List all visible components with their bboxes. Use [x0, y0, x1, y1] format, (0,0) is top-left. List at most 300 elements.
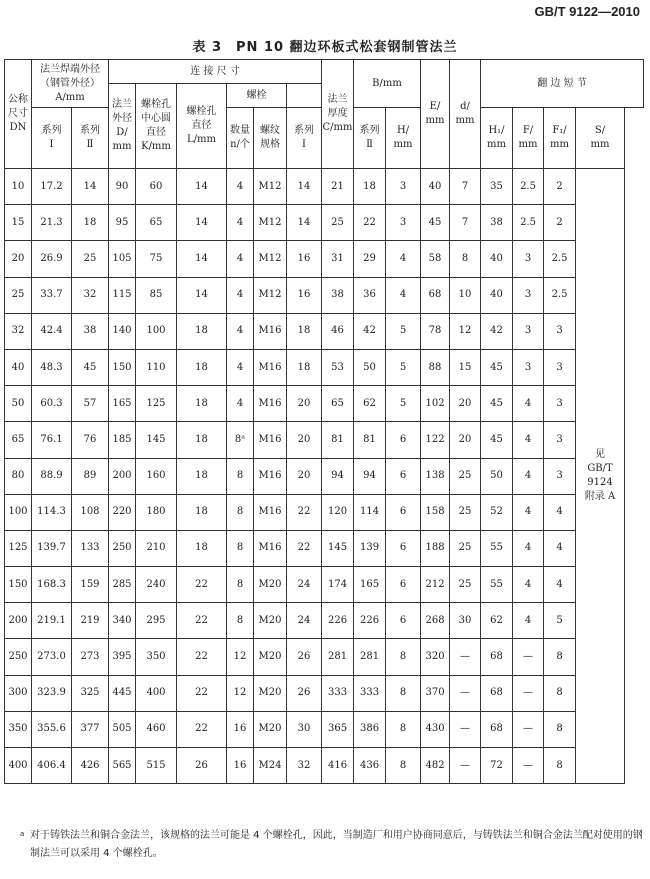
- cell-a1: 168.3: [32, 567, 72, 603]
- header-b-series-2: 系列 Ⅱ: [354, 108, 386, 169]
- cell-b2: 281: [354, 639, 386, 675]
- cell-a1: 60.3: [32, 386, 72, 422]
- table-row: [5, 205, 644, 241]
- header-series-1: 系列 Ⅰ: [32, 108, 72, 169]
- cell-h1: 50: [481, 458, 513, 494]
- cell-e: 6: [386, 567, 421, 603]
- table-row: [5, 349, 644, 385]
- cell-h: —: [450, 639, 481, 675]
- header-connection-dimensions: 连 接 尺 寸: [109, 60, 322, 84]
- cell-thread: M20: [254, 711, 287, 747]
- cell-c: 18: [287, 349, 322, 385]
- cell-e: 6: [386, 422, 421, 458]
- cell-n: 16: [227, 711, 254, 747]
- cell-d: 88: [421, 349, 450, 385]
- cell-d: 58: [421, 241, 450, 277]
- cell-b2: 94: [354, 458, 386, 494]
- cell-d: 370: [421, 675, 450, 711]
- cell-b2: 50: [354, 349, 386, 385]
- header-bolt-quantity: 数量 n/个: [227, 108, 254, 169]
- cell-l: 26: [177, 748, 227, 784]
- cell-k: 240: [136, 567, 177, 603]
- cell-b1: 46: [322, 313, 354, 349]
- cell-thread: M24: [254, 748, 287, 784]
- cell-d: 445: [109, 675, 136, 711]
- cell-b2: 333: [354, 675, 386, 711]
- cell-f: 4: [513, 603, 544, 639]
- cell-l: 18: [177, 386, 227, 422]
- cell-thread: M16: [254, 494, 287, 530]
- cell-e: 6: [386, 603, 421, 639]
- cell-b1: 333: [322, 675, 354, 711]
- cell-f: 4: [513, 458, 544, 494]
- cell-l: 14: [177, 205, 227, 241]
- header-bolt-thread: 螺纹 规格: [254, 108, 287, 169]
- cell-b1: 174: [322, 567, 354, 603]
- cell-a1: 273.0: [32, 639, 72, 675]
- cell-k: 75: [136, 241, 177, 277]
- cell-h: 7: [450, 169, 481, 205]
- cell-n: 8: [227, 567, 254, 603]
- cell-h: 20: [450, 386, 481, 422]
- cell-d: 200: [109, 458, 136, 494]
- cell-b2: 436: [354, 748, 386, 784]
- cell-h: —: [450, 675, 481, 711]
- cell-a2: 325: [72, 675, 109, 711]
- cell-thread: M20: [254, 639, 287, 675]
- cell-h1: 55: [481, 567, 513, 603]
- cell-d: 102: [421, 386, 450, 422]
- cell-h1: 68: [481, 675, 513, 711]
- cell-d: 285: [109, 567, 136, 603]
- footnote: [20, 827, 645, 863]
- cell-e: 8: [386, 639, 421, 675]
- header-weld-end-od: 法兰焊端外径 （钢管外径） A/mm: [32, 60, 109, 108]
- cell-dn: 200: [5, 603, 32, 639]
- table-row: [5, 675, 644, 711]
- cell-h: 15: [450, 349, 481, 385]
- cell-a2: 219: [72, 603, 109, 639]
- cell-n: 4: [227, 241, 254, 277]
- cell-a2: 133: [72, 530, 109, 566]
- cell-b2: 81: [354, 422, 386, 458]
- cell-f: 4: [513, 494, 544, 530]
- cell-n: 4: [227, 205, 254, 241]
- table-row: [5, 603, 644, 639]
- table-row: [5, 639, 644, 675]
- cell-n: 4: [227, 313, 254, 349]
- cell-c: 16: [287, 277, 322, 313]
- cell-d: 90: [109, 169, 136, 205]
- cell-f: 3: [513, 349, 544, 385]
- cell-d: 138: [421, 458, 450, 494]
- cell-e: 5: [386, 349, 421, 385]
- cell-f1: 8: [544, 675, 576, 711]
- cell-d: 220: [109, 494, 136, 530]
- cell-a1: 33.7: [32, 277, 72, 313]
- cell-d: 185: [109, 422, 136, 458]
- cell-b2: 18: [354, 169, 386, 205]
- cell-d: 122: [421, 422, 450, 458]
- cell-b2: 29: [354, 241, 386, 277]
- cell-n: 8: [227, 458, 254, 494]
- cell-b2: 22: [354, 205, 386, 241]
- cell-d: 115: [109, 277, 136, 313]
- cell-a1: 48.3: [32, 349, 72, 385]
- cell-h1: 62: [481, 603, 513, 639]
- cell-h1: 68: [481, 639, 513, 675]
- table-row: [5, 748, 644, 784]
- cell-a2: 377: [72, 711, 109, 747]
- cell-l: 18: [177, 349, 227, 385]
- cell-a1: 323.9: [32, 675, 72, 711]
- cell-h: 30: [450, 603, 481, 639]
- footnote-marker: a: [20, 830, 25, 838]
- cell-l: 22: [177, 603, 227, 639]
- cell-e: 4: [386, 277, 421, 313]
- cell-f1: 2.5: [544, 277, 576, 313]
- standard-number: GB/T 9122—2010: [534, 4, 640, 19]
- cell-a1: 114.3: [32, 494, 72, 530]
- cell-f1: 3: [544, 458, 576, 494]
- cell-h1: 68: [481, 711, 513, 747]
- cell-d: 150: [109, 349, 136, 385]
- cell-b1: 145: [322, 530, 354, 566]
- cell-c: 22: [287, 530, 322, 566]
- cell-e: 6: [386, 458, 421, 494]
- cell-h1: 38: [481, 205, 513, 241]
- cell-a2: 38: [72, 313, 109, 349]
- cell-k: 295: [136, 603, 177, 639]
- cell-k: 60: [136, 169, 177, 205]
- cell-f1: 4: [544, 567, 576, 603]
- cell-k: 125: [136, 386, 177, 422]
- header-bolt: 螺栓: [227, 84, 287, 108]
- table-row: [5, 422, 644, 458]
- table-title: 表 3 PN 10 翻边环板式松套钢制管法兰: [192, 40, 458, 55]
- cell-a2: 76: [72, 422, 109, 458]
- cell-k: 400: [136, 675, 177, 711]
- cell-f1: 2.5: [544, 241, 576, 277]
- cell-c: 26: [287, 675, 322, 711]
- cell-c: 18: [287, 313, 322, 349]
- cell-h: 25: [450, 567, 481, 603]
- cell-d: 78: [421, 313, 450, 349]
- table-row: [5, 494, 644, 530]
- cell-l: 22: [177, 675, 227, 711]
- cell-k: 180: [136, 494, 177, 530]
- cell-a1: 17.2: [32, 169, 72, 205]
- cell-b1: 416: [322, 748, 354, 784]
- cell-a2: 108: [72, 494, 109, 530]
- cell-thread: M12: [254, 169, 287, 205]
- cell-n: 4: [227, 349, 254, 385]
- table-row: [5, 169, 644, 205]
- header-f: F/ mm: [513, 108, 544, 169]
- cell-a2: 89: [72, 458, 109, 494]
- cell-a2: 159: [72, 567, 109, 603]
- cell-a1: 355.6: [32, 711, 72, 747]
- cell-e: 5: [386, 386, 421, 422]
- table-row: [5, 458, 644, 494]
- cell-thread: M20: [254, 675, 287, 711]
- header-d: d/ mm: [450, 60, 481, 169]
- cell-h: 10: [450, 277, 481, 313]
- cell-h1: 40: [481, 277, 513, 313]
- cell-f: 3: [513, 277, 544, 313]
- header-bolt-hole: 螺栓孔 直径 L/mm: [177, 84, 227, 169]
- cell-a1: 42.4: [32, 313, 72, 349]
- cell-l: 18: [177, 530, 227, 566]
- cell-f1: 8: [544, 639, 576, 675]
- cell-b1: 21: [322, 169, 354, 205]
- cell-a2: 57: [72, 386, 109, 422]
- cell-b2: 114: [354, 494, 386, 530]
- cell-n: 8: [227, 530, 254, 566]
- cell-h1: 72: [481, 748, 513, 784]
- cell-n: 8: [227, 494, 254, 530]
- cell-h: —: [450, 711, 481, 747]
- cell-b1: 226: [322, 603, 354, 639]
- cell-k: 145: [136, 422, 177, 458]
- cell-h: 12: [450, 313, 481, 349]
- cell-a1: 88.9: [32, 458, 72, 494]
- cell-h: 25: [450, 530, 481, 566]
- cell-k: 110: [136, 349, 177, 385]
- cell-k: 160: [136, 458, 177, 494]
- cell-h1: 40: [481, 241, 513, 277]
- header-b-series-1: 系列 Ⅰ: [287, 108, 322, 169]
- cell-c: 16: [287, 241, 322, 277]
- cell-b2: 42: [354, 313, 386, 349]
- cell-d: 482: [421, 748, 450, 784]
- cell-l: 14: [177, 241, 227, 277]
- cell-d: 340: [109, 603, 136, 639]
- cell-n: 4: [227, 277, 254, 313]
- cell-d: 68: [421, 277, 450, 313]
- cell-h: —: [450, 748, 481, 784]
- cell-a2: 25: [72, 241, 109, 277]
- cell-c: 14: [287, 169, 322, 205]
- cell-f1: 3: [544, 313, 576, 349]
- cell-b2: 36: [354, 277, 386, 313]
- cell-f: 2.5: [513, 205, 544, 241]
- cell-f1: 8: [544, 748, 576, 784]
- cell-l: 18: [177, 313, 227, 349]
- cell-f1: 3: [544, 386, 576, 422]
- cell-n: 12: [227, 639, 254, 675]
- cell-b1: 94: [322, 458, 354, 494]
- cell-n: 4: [227, 169, 254, 205]
- cell-b2: 386: [354, 711, 386, 747]
- cell-l: 22: [177, 639, 227, 675]
- cell-c: 22: [287, 494, 322, 530]
- cell-f: 4: [513, 567, 544, 603]
- header-flange-thickness: 法兰 厚度 C/mm: [322, 60, 354, 169]
- cell-b1: 65: [322, 386, 354, 422]
- cell-d: 320: [421, 639, 450, 675]
- cell-thread: M20: [254, 603, 287, 639]
- cell-c: 32: [287, 748, 322, 784]
- header-h: H/ mm: [386, 108, 421, 169]
- cell-thread: M16: [254, 530, 287, 566]
- table-row: [5, 567, 644, 603]
- cell-e: 8: [386, 711, 421, 747]
- cell-b2: 165: [354, 567, 386, 603]
- table-row: [5, 711, 644, 747]
- cell-c: 14: [287, 205, 322, 241]
- cell-b1: 120: [322, 494, 354, 530]
- cell-h1: 45: [481, 349, 513, 385]
- cell-a2: 18: [72, 205, 109, 241]
- table-row: [5, 530, 644, 566]
- header-bolt-circle: 螺栓孔 中心圆 直径 K/mm: [136, 84, 177, 169]
- cell-b2: 226: [354, 603, 386, 639]
- cell-n: 4: [227, 386, 254, 422]
- cell-f1: 5: [544, 603, 576, 639]
- cell-k: 210: [136, 530, 177, 566]
- cell-e: 5: [386, 313, 421, 349]
- cell-f: 3: [513, 241, 544, 277]
- cell-s-reference: 见 GB/T 9124 附录 A: [576, 169, 625, 784]
- cell-h: 8: [450, 241, 481, 277]
- cell-h1: 55: [481, 530, 513, 566]
- cell-c: 20: [287, 458, 322, 494]
- table-row: [5, 277, 644, 313]
- cell-h: 20: [450, 422, 481, 458]
- cell-d: 188: [421, 530, 450, 566]
- cell-a2: 426: [72, 748, 109, 784]
- cell-f1: 3: [544, 422, 576, 458]
- footnote-text: 对于铸铁法兰和铜合金法兰，该规格的法兰可能是 4 个螺栓孔，因此，当制造厂和用户协商同意后，与铸铁法兰和铜合金法兰配对使用的钢制法兰可以采用 4 个螺栓孔。: [30, 830, 643, 859]
- cell-b1: 281: [322, 639, 354, 675]
- cell-n: 8ᵃ: [227, 422, 254, 458]
- header-s: S/ mm: [576, 108, 625, 169]
- cell-b1: 25: [322, 205, 354, 241]
- cell-n: 16: [227, 748, 254, 784]
- cell-a1: 406.4: [32, 748, 72, 784]
- cell-e: 8: [386, 675, 421, 711]
- cell-e: 3: [386, 169, 421, 205]
- cell-k: 65: [136, 205, 177, 241]
- flange-spec-table: [4, 59, 644, 784]
- table-row: [5, 313, 644, 349]
- cell-thread: M16: [254, 458, 287, 494]
- cell-d: 45: [421, 205, 450, 241]
- cell-f1: 2: [544, 205, 576, 241]
- cell-d: 565: [109, 748, 136, 784]
- header-lapped-stub: 翻 边 短 节: [481, 60, 644, 108]
- cell-a1: 139.7: [32, 530, 72, 566]
- cell-d: 430: [421, 711, 450, 747]
- cell-d: 140: [109, 313, 136, 349]
- cell-h1: 35: [481, 169, 513, 205]
- cell-f1: 4: [544, 494, 576, 530]
- cell-l: 18: [177, 458, 227, 494]
- cell-dn: 80: [5, 458, 32, 494]
- cell-e: 6: [386, 494, 421, 530]
- cell-dn: 20: [5, 241, 32, 277]
- cell-l: 22: [177, 567, 227, 603]
- cell-l: 18: [177, 422, 227, 458]
- cell-dn: 15: [5, 205, 32, 241]
- cell-d: 40: [421, 169, 450, 205]
- cell-thread: M20: [254, 567, 287, 603]
- cell-d: 395: [109, 639, 136, 675]
- cell-f1: 2: [544, 169, 576, 205]
- cell-a2: 273: [72, 639, 109, 675]
- cell-n: 8: [227, 603, 254, 639]
- cell-c: 20: [287, 386, 322, 422]
- cell-dn: 300: [5, 675, 32, 711]
- cell-f: —: [513, 748, 544, 784]
- header-b: B/mm: [354, 60, 421, 108]
- cell-n: 12: [227, 675, 254, 711]
- cell-dn: 125: [5, 530, 32, 566]
- cell-thread: M12: [254, 241, 287, 277]
- cell-k: 460: [136, 711, 177, 747]
- cell-d: 250: [109, 530, 136, 566]
- cell-f1: 4: [544, 530, 576, 566]
- cell-dn: 250: [5, 639, 32, 675]
- cell-f: —: [513, 639, 544, 675]
- cell-thread: M16: [254, 422, 287, 458]
- cell-h1: 52: [481, 494, 513, 530]
- cell-f: —: [513, 675, 544, 711]
- cell-a1: 76.1: [32, 422, 72, 458]
- cell-c: 26: [287, 639, 322, 675]
- header-h1: H₁/ mm: [481, 108, 513, 169]
- cell-dn: 150: [5, 567, 32, 603]
- cell-b2: 139: [354, 530, 386, 566]
- cell-dn: 65: [5, 422, 32, 458]
- cell-c: 30: [287, 711, 322, 747]
- cell-k: 515: [136, 748, 177, 784]
- cell-k: 350: [136, 639, 177, 675]
- cell-l: 22: [177, 711, 227, 747]
- cell-a1: 219.1: [32, 603, 72, 639]
- cell-b1: 38: [322, 277, 354, 313]
- cell-k: 85: [136, 277, 177, 313]
- cell-f1: 8: [544, 711, 576, 747]
- cell-h: 7: [450, 205, 481, 241]
- cell-b1: 365: [322, 711, 354, 747]
- cell-dn: 400: [5, 748, 32, 784]
- cell-l: 18: [177, 494, 227, 530]
- cell-thread: M16: [254, 349, 287, 385]
- cell-dn: 350: [5, 711, 32, 747]
- cell-d: 268: [421, 603, 450, 639]
- cell-e: 3: [386, 205, 421, 241]
- cell-dn: 32: [5, 313, 32, 349]
- header-nominal-size: 公称 尺寸 DN: [5, 60, 32, 169]
- cell-h1: 42: [481, 313, 513, 349]
- header-flange-od: 法兰 外径 D/ mm: [109, 84, 136, 169]
- cell-f: 4: [513, 386, 544, 422]
- cell-d: 105: [109, 241, 136, 277]
- cell-f: 3: [513, 313, 544, 349]
- cell-f: —: [513, 711, 544, 747]
- cell-f1: 3: [544, 349, 576, 385]
- table-row: [5, 386, 644, 422]
- header-f1: F₁/ mm: [544, 108, 576, 169]
- cell-d: 165: [109, 386, 136, 422]
- header-series-2: 系列 Ⅱ: [72, 108, 109, 169]
- cell-c: 24: [287, 567, 322, 603]
- cell-a1: 21.3: [32, 205, 72, 241]
- cell-e: 8: [386, 748, 421, 784]
- cell-b1: 31: [322, 241, 354, 277]
